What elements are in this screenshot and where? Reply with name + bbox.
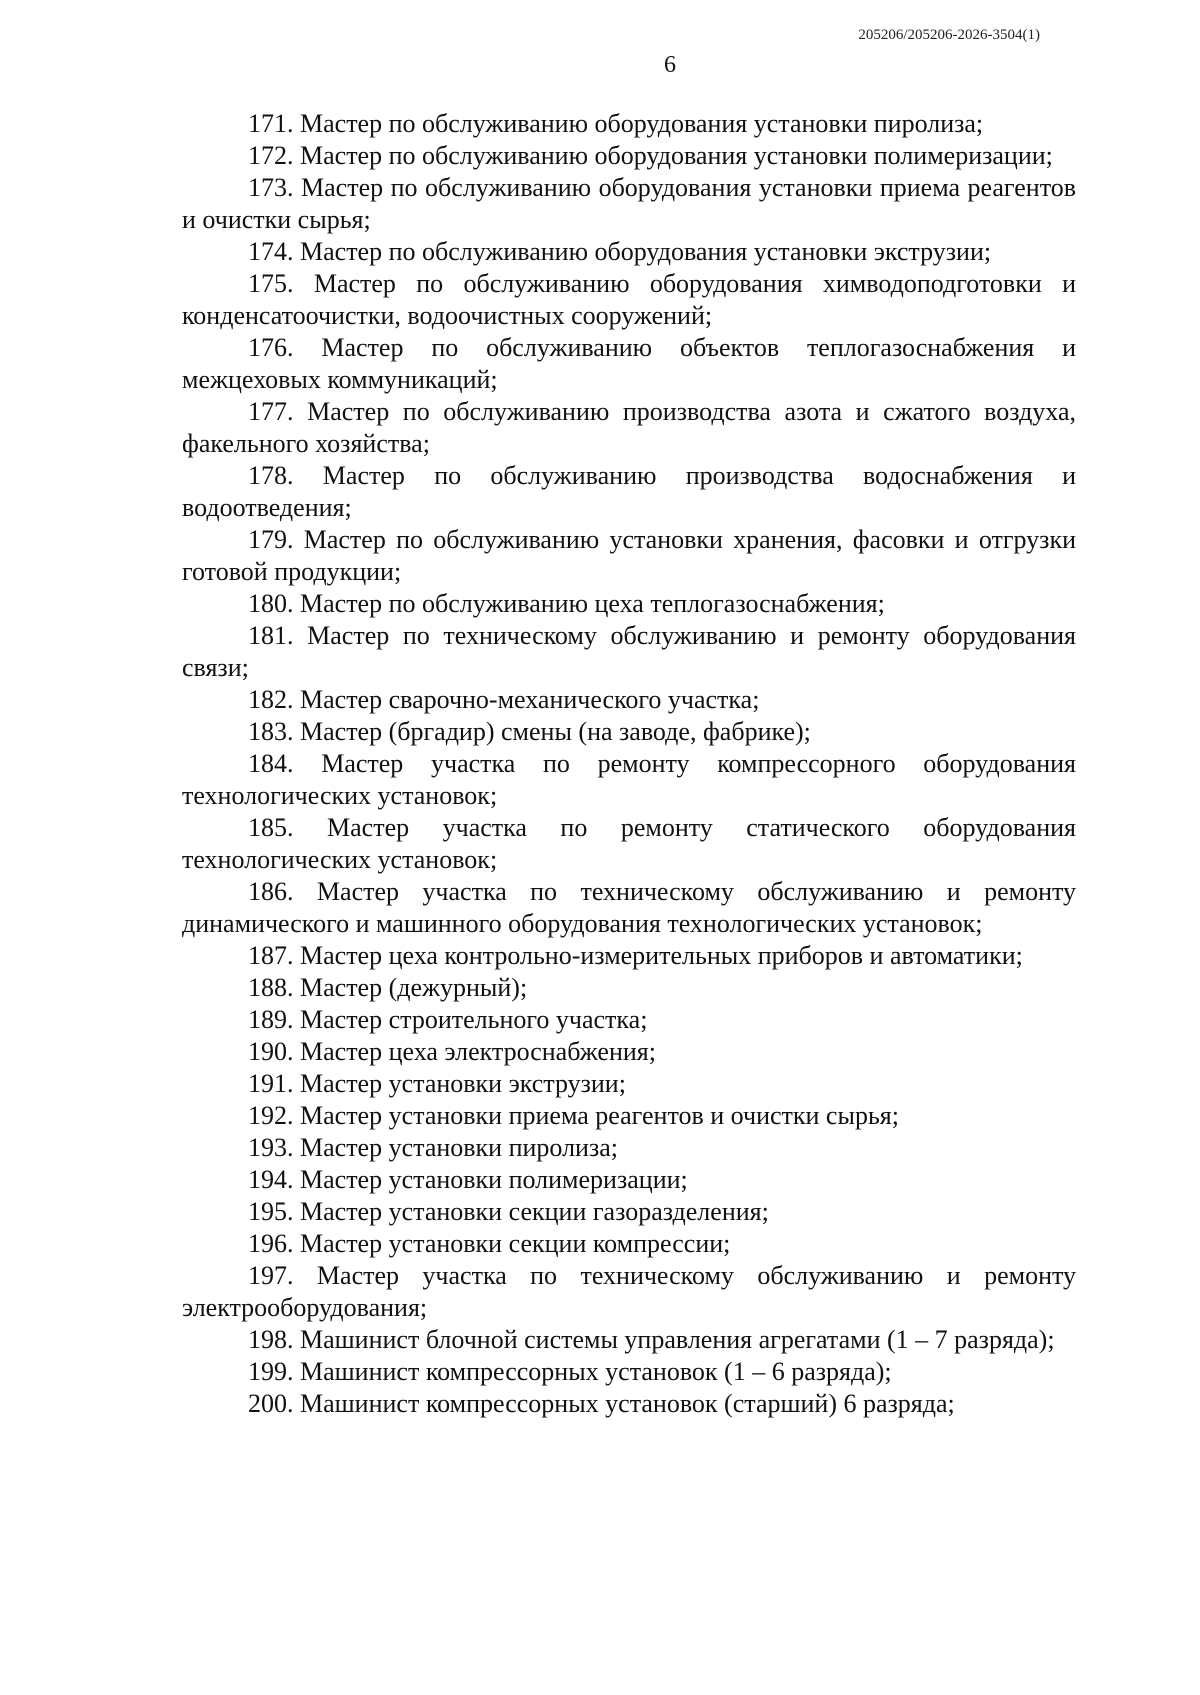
item-text: Мастер строительного участка; <box>300 1005 648 1034</box>
item-text: Машинист компрессорных установок (старший) 6 разряда; <box>300 1389 955 1418</box>
list-item <box>182 588 1076 620</box>
item-number: 184. <box>248 749 294 778</box>
document-code: 205206/205206-2026-3504(1) <box>858 27 1040 43</box>
list-item <box>182 940 1076 972</box>
list-item <box>182 620 1076 684</box>
item-text: Мастер по обслуживанию оборудования установки экструзии; <box>300 237 992 266</box>
item-number: 177. <box>248 397 294 426</box>
item-text: Мастер по обслуживанию оборудования установки пиролиза; <box>300 109 984 138</box>
item-text: Мастер по обслуживанию установки хранения, фасовки и отгрузки готовой продукции; <box>182 525 1076 586</box>
item-text: Мастер установки секции газоразделения; <box>300 1197 769 1226</box>
list-item <box>182 684 1076 716</box>
item-number: 173. <box>248 173 294 202</box>
item-text: Машинист блочной системы управления агрегатами (1 – 7 разряда); <box>300 1325 1055 1354</box>
item-text: Мастер по обслуживанию объектов теплогазоснабжения и межцеховых коммуникаций; <box>182 333 1076 394</box>
item-text: Мастер участка по техническому обслуживанию и ремонту электрооборудования; <box>182 1261 1077 1322</box>
item-text: Мастер цеха электроснабжения; <box>300 1037 656 1066</box>
list-item <box>182 876 1076 940</box>
list-item <box>182 1196 1076 1228</box>
list-item <box>182 1228 1076 1260</box>
item-number: 191. <box>248 1069 294 1098</box>
list-item <box>182 1004 1076 1036</box>
item-number: 176. <box>248 333 294 362</box>
item-text: Мастер по обслуживанию производства азота и сжатого воздуха, факельного хозяйства; <box>182 397 1076 458</box>
list-item <box>182 140 1076 172</box>
item-number: 179. <box>248 525 294 554</box>
item-number: 174. <box>248 237 294 266</box>
list-item <box>182 972 1076 1004</box>
list-item <box>182 172 1076 236</box>
page-number: 6 <box>664 52 676 78</box>
item-number: 188. <box>248 973 294 1002</box>
list-item <box>182 716 1076 748</box>
item-text: Мастер установки полимеризации; <box>300 1165 688 1194</box>
list-item <box>182 1132 1076 1164</box>
item-text: Мастер установки секции компрессии; <box>300 1229 731 1258</box>
item-number: 199. <box>248 1357 294 1386</box>
item-number: 186. <box>248 877 294 906</box>
item-text: Мастер (бргадир) смены (на заводе, фабрике); <box>300 717 811 746</box>
list-item <box>182 236 1076 268</box>
item-number: 182. <box>248 685 294 714</box>
item-number: 183. <box>248 717 294 746</box>
item-number: 193. <box>248 1133 294 1162</box>
item-number: 189. <box>248 1005 294 1034</box>
list-item <box>182 1388 1076 1420</box>
item-number: 198. <box>248 1325 294 1354</box>
list-item <box>182 812 1076 876</box>
item-number: 195. <box>248 1197 294 1226</box>
item-text: Мастер участка по ремонту статического оборудования технологических установок; <box>182 813 1076 874</box>
item-number: 181. <box>248 621 294 650</box>
item-number: 190. <box>248 1037 294 1066</box>
item-text: Мастер установки приема реагентов и очистки сырья; <box>300 1101 899 1130</box>
list-item <box>182 748 1076 812</box>
list-item <box>182 1324 1076 1356</box>
item-text: Мастер установки пиролиза; <box>300 1133 619 1162</box>
item-text: Мастер по обслуживанию производства водоснабжения и водоотведения; <box>182 461 1077 522</box>
item-text: Машинист компрессорных установок (1 – 6 разряда); <box>300 1357 892 1386</box>
item-number: 192. <box>248 1101 294 1130</box>
item-text: Мастер участка по техническому обслуживанию и ремонту динамического и машинного оборудования технологических установок; <box>182 877 1077 938</box>
list-item <box>182 268 1076 332</box>
list-item <box>182 108 1076 140</box>
list-item <box>182 1100 1076 1132</box>
item-text: Мастер сварочно-механического участка; <box>300 685 760 714</box>
list-item <box>182 1356 1076 1388</box>
item-text: Мастер по обслуживанию цеха теплогазоснабжения; <box>300 589 885 618</box>
list-item <box>182 1036 1076 1068</box>
item-number: 197. <box>248 1261 294 1290</box>
item-number: 187. <box>248 941 294 970</box>
item-text: Мастер по обслуживанию оборудования установки полимеризации; <box>300 141 1053 170</box>
item-text: Мастер установки экструзии; <box>300 1069 626 1098</box>
item-text: Мастер цеха контрольно-измерительных приборов и автоматики; <box>300 941 1023 970</box>
item-number: 200. <box>248 1389 294 1418</box>
item-number: 175. <box>248 269 294 298</box>
list-item <box>182 1164 1076 1196</box>
list-item <box>182 396 1076 460</box>
item-text: Мастер по техническому обслуживанию и ремонту оборудования связи; <box>182 621 1077 682</box>
item-number: 178. <box>248 461 294 490</box>
list-item <box>182 460 1076 524</box>
item-number: 196. <box>248 1229 294 1258</box>
list-content <box>182 108 1076 1420</box>
item-number: 185. <box>248 813 294 842</box>
item-text: Мастер по обслуживанию оборудования химводоподготовки и конденсатоочистки, водоочистных сооружений; <box>182 269 1076 330</box>
item-number: 180. <box>248 589 294 618</box>
item-text: Мастер (дежурный); <box>300 973 528 1002</box>
item-number: 172. <box>248 141 294 170</box>
list-item <box>182 1260 1076 1324</box>
item-number: 171. <box>248 109 294 138</box>
list-item <box>182 524 1076 588</box>
list-item <box>182 332 1076 396</box>
item-text: Мастер по обслуживанию оборудования установки приема реагентов и очистки сырья; <box>182 173 1077 234</box>
item-number: 194. <box>248 1165 294 1194</box>
item-text: Мастер участка по ремонту компрессорного оборудования технологических установок; <box>182 749 1077 810</box>
list-item <box>182 1068 1076 1100</box>
